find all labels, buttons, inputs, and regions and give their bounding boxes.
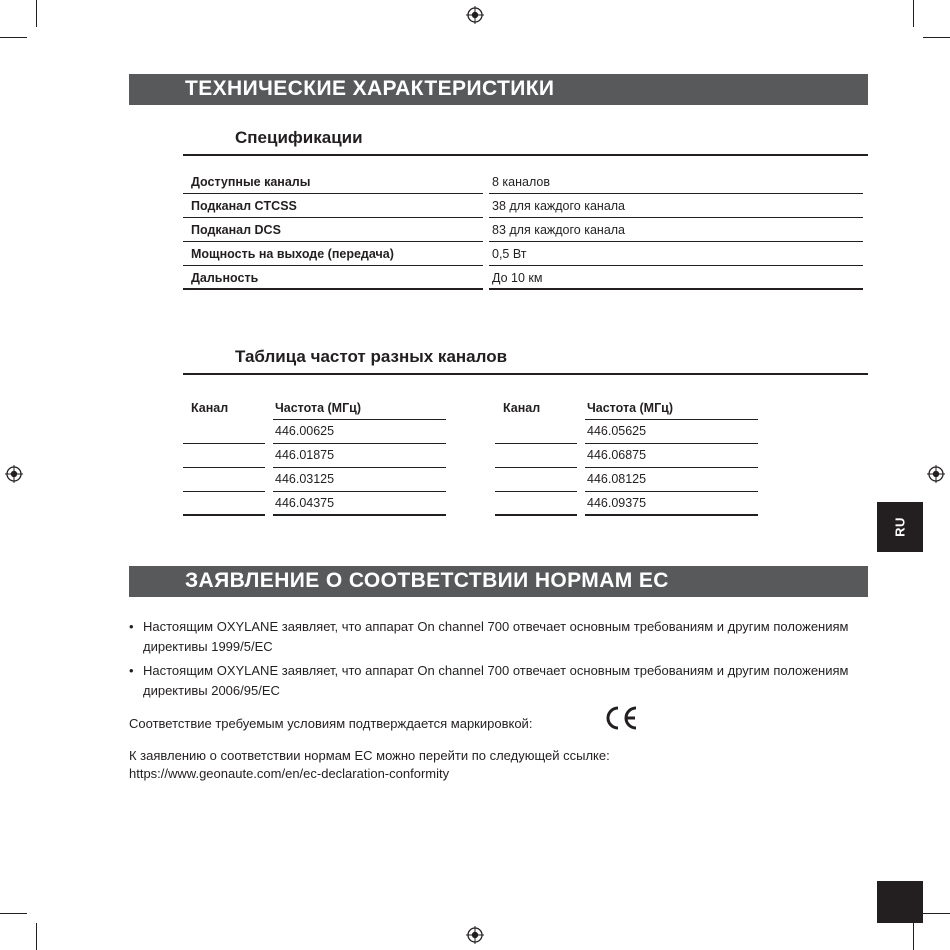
crop-mark-bottom-left-h [0,913,27,914]
ec-section-header [129,566,868,597]
table-row [495,468,758,492]
list-item [129,661,874,701]
crop-mark-top-left-v [36,0,37,27]
marking-text [129,714,532,734]
crop-mark-top-left-h [0,37,27,38]
freq-table-header [495,396,758,420]
ec-section-title: ЗАЯВЛЕНИЕ О СООТВЕТСТВИИ НОРМАМ ЕС [185,569,669,592]
registration-target-icon [466,926,484,944]
ce-mark-icon [603,705,639,731]
crop-mark-top-right-h [923,37,950,38]
freq-value: 446.09375 [587,496,647,510]
table-row [183,218,863,242]
ec-declaration-link[interactable]: https://www.geonaute.com/en/ec-declaration-conformity [129,766,450,781]
table-row [183,468,446,492]
language-tab [877,502,923,552]
spec-label: Дальность [191,271,259,285]
spec-label: Мощность на выходе (передача) [191,247,394,261]
bullet-text: Настоящим OXYLANE заявляет, что аппарат On channel 700 отвечает основным требованиям и другим положениям директивы 1999/5/EC [143,619,849,654]
col-freq-header: Частота (МГц) [275,401,362,415]
freq-table-left [183,396,446,516]
language-tab-label: RU [892,517,908,537]
spec-value: 8 каналов [492,175,551,189]
table-row [495,492,758,516]
spec-value: 0,5 Вт [492,247,527,261]
freq-title-rule [183,373,868,375]
freq-table-header [183,396,446,420]
spec-label: Доступные каналы [191,175,311,189]
spec-value: До 10 км [492,271,543,285]
link-intro: К заявлению о соответствии нормам ЕС можно перейти по следующей ссылке: [129,748,610,763]
crop-mark-bottom-right-v [913,923,914,950]
col-freq-header: Частота (МГц) [587,401,674,415]
bullet-icon: • [129,619,134,634]
freq-value: 446.03125 [275,472,335,486]
specs-title: Спецификации [235,128,363,147]
table-row [183,266,863,290]
crop-mark-top-right-v [913,0,914,27]
col-channel-header: Канал [191,401,229,415]
crop-mark-bottom-left-v [36,923,37,950]
registration-target-icon [5,465,23,483]
table-row [183,194,863,218]
table-row [183,420,446,444]
table-row [495,420,758,444]
registration-target-icon [927,465,945,483]
table-row [183,492,446,516]
technical-section-header [129,74,868,105]
freq-value: 446.08125 [587,472,647,486]
table-row [183,170,863,194]
bullet-icon: • [129,663,134,678]
freq-value: 446.04375 [275,496,335,510]
table-row [183,444,446,468]
spec-label: Подканал CTCSS [191,199,297,213]
spec-label: Подканал DCS [191,223,281,237]
page-number-box [877,881,923,923]
spec-value: 83 для каждого канала [492,223,626,237]
freq-value: 446.00625 [275,424,335,438]
table-row [183,242,863,266]
col-channel-header: Канал [503,401,541,415]
freq-value: 446.06875 [587,448,647,462]
bullet-text: Настоящим OXYLANE заявляет, что аппарат On channel 700 отвечает основным требованиям и другим положениям директивы 2006/95/EC [143,663,849,698]
registration-target-icon [466,6,484,24]
freq-value: 446.05625 [587,424,647,438]
marking-label: Соответствие требуемым условиям подтверждается маркировкой: [129,716,533,731]
freq-title: Таблица частот разных каналов [235,347,508,366]
specs-title-rule [183,154,868,156]
spec-value: 38 для каждого канала [492,199,626,213]
freq-table-right [495,396,758,516]
table-row [495,444,758,468]
technical-section-title: ТЕХНИЧЕСКИЕ ХАРАКТЕРИСТИКИ [185,77,555,100]
freq-value: 446.01875 [275,448,335,462]
crop-mark-bottom-right-h [923,913,950,914]
list-item [129,617,874,657]
